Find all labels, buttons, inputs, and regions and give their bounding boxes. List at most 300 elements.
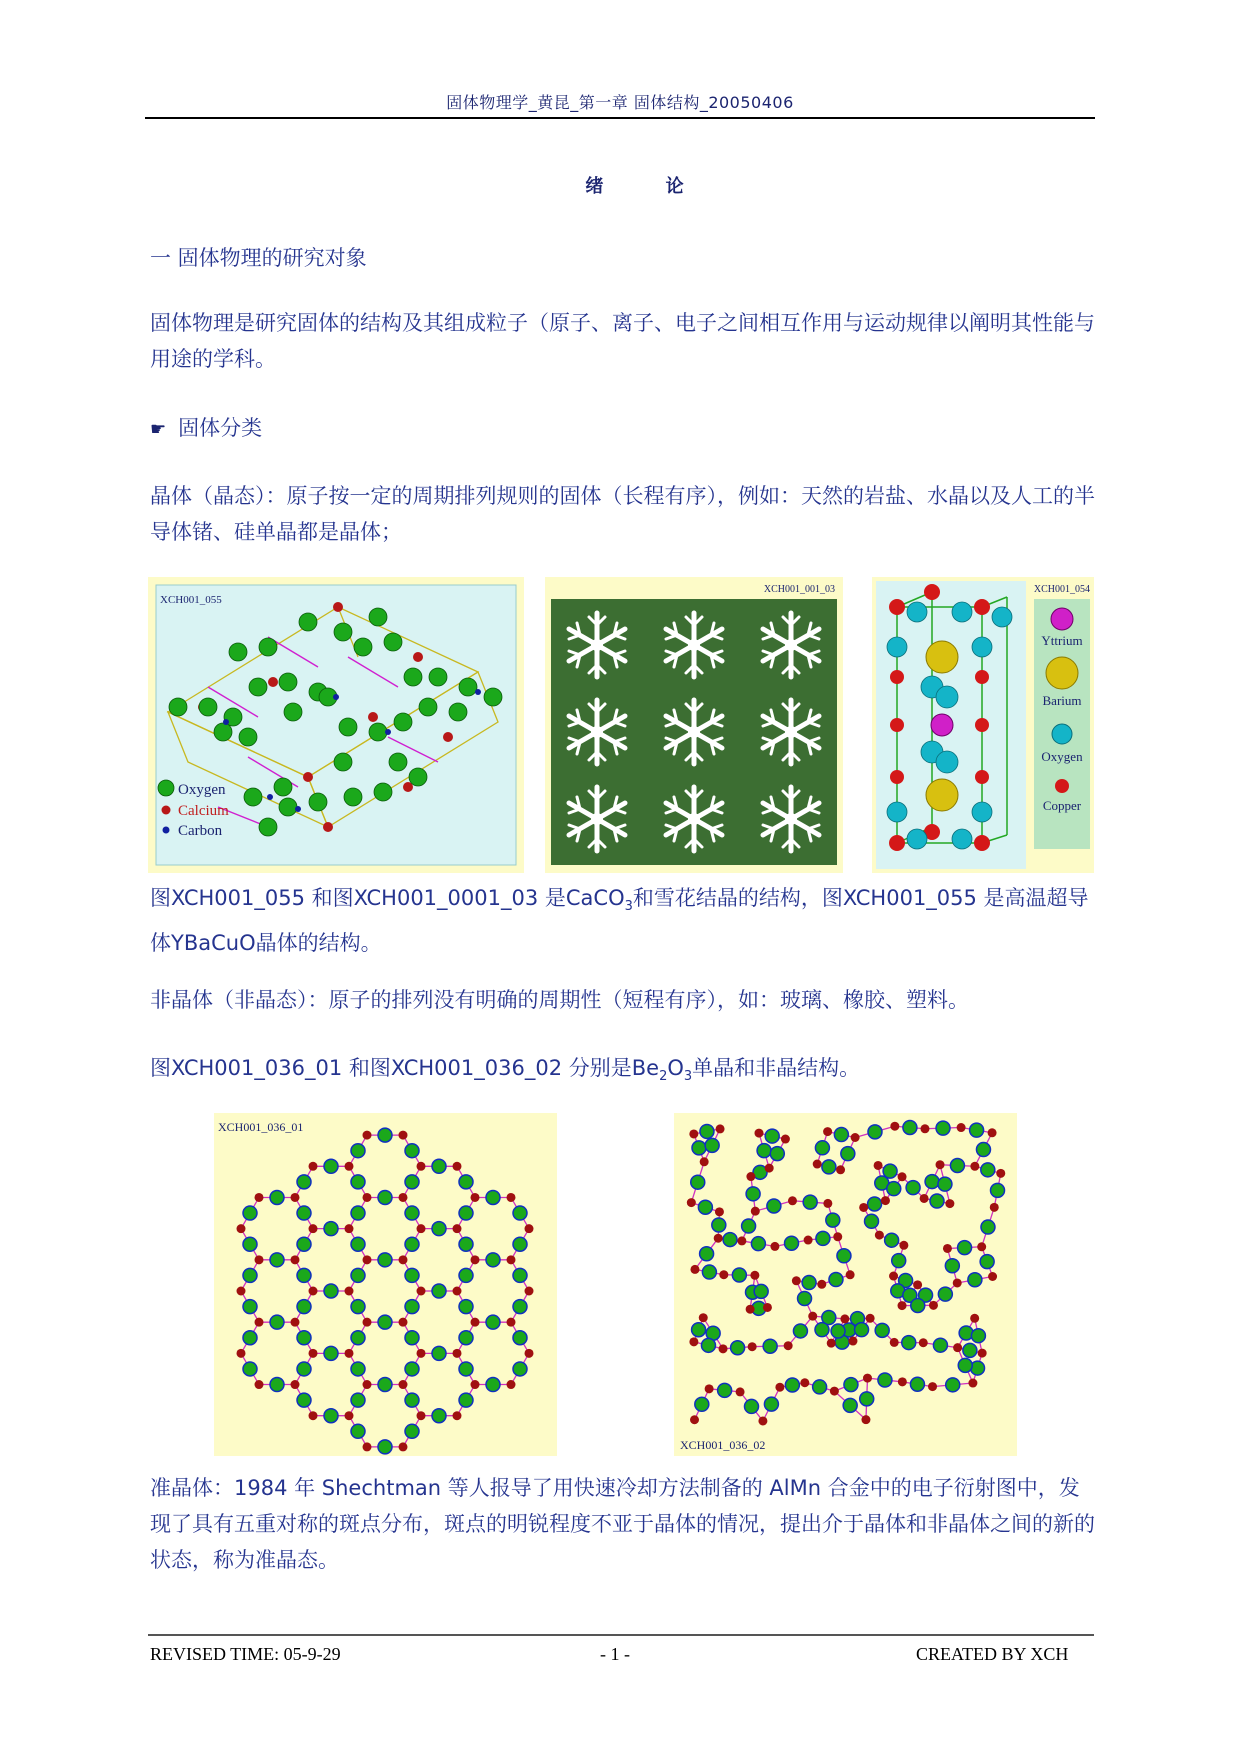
oxygen-atom (243, 1268, 257, 1282)
oxygen-atom (980, 1255, 994, 1269)
boron-atom (453, 1287, 462, 1296)
figure5-label: XCH001_036_02 (680, 1438, 766, 1452)
oxygen-atom (813, 1380, 827, 1394)
oxygen-atom (938, 1177, 952, 1191)
oxygen-atom (770, 1147, 784, 1161)
boron-atom (687, 1198, 696, 1207)
oxygen-atom (958, 1241, 972, 1255)
boron-atom (345, 1411, 354, 1420)
figure4-label: XCH001_036_01 (218, 1120, 304, 1134)
oxygen-atom (991, 1183, 1005, 1197)
oxygen-atom (732, 1268, 746, 1282)
boron-atom (237, 1287, 246, 1296)
boron-atom (770, 1242, 779, 1251)
oxygen-atom (270, 1378, 284, 1392)
oxygen-atom (731, 1341, 745, 1355)
boron-atom (988, 1128, 997, 1137)
oxygen-atom (946, 1378, 960, 1392)
oxygen-atom (700, 1247, 714, 1261)
boron-atom (792, 1276, 801, 1285)
oxygen-atom (405, 1362, 419, 1376)
oxygen-atom (785, 1236, 799, 1250)
oxygen-atom (841, 1147, 855, 1161)
oxygen-atom (765, 1129, 779, 1143)
oxygen-atom (432, 1284, 446, 1298)
boron-atom (758, 1416, 767, 1425)
oxygen-atom (971, 1329, 985, 1343)
oxygen-atom (324, 1346, 338, 1360)
boron-atom (399, 1255, 408, 1264)
legend-carbon: Carbon (178, 823, 223, 839)
boron-atom (345, 1287, 354, 1296)
boron-atom (291, 1193, 300, 1202)
boron-atom (833, 1232, 842, 1241)
boron-atom (399, 1380, 408, 1389)
boron-atom (507, 1255, 516, 1264)
oxygen-atom (405, 1175, 419, 1189)
boron-atom (859, 1203, 868, 1212)
boron-atom (700, 1157, 709, 1166)
boron-atom (866, 1314, 875, 1323)
oxygen-atom (802, 1276, 816, 1290)
oxygen-atom (459, 1268, 473, 1282)
oxygen-atom (855, 1323, 869, 1337)
oxygen-atom (378, 1378, 392, 1392)
oxygen-atom (865, 1214, 879, 1228)
oxygen-atom (432, 1159, 446, 1173)
oxygen-atom (803, 1195, 817, 1209)
boron-atom (453, 1162, 462, 1171)
boron-atom (920, 1124, 929, 1133)
boron-atom (309, 1287, 318, 1296)
oxygen-atom (459, 1206, 473, 1220)
oxygen-atom (868, 1197, 882, 1211)
boron-atom (471, 1255, 480, 1264)
boron-atom (970, 1162, 979, 1171)
boron-atom (417, 1411, 426, 1420)
boron-atom (874, 1161, 883, 1170)
oxygen-atom (351, 1144, 365, 1158)
oxygen-atom (405, 1268, 419, 1282)
boron-atom (968, 1379, 977, 1388)
boron-atom (813, 1160, 822, 1169)
boron-atom (765, 1164, 774, 1173)
boron-atom (525, 1349, 534, 1358)
footer-created-by: CREATED BY XCH (916, 1644, 1069, 1664)
boron-atom (945, 1199, 954, 1208)
boron-atom (913, 1280, 922, 1289)
boron-atom (736, 1387, 745, 1396)
oxygen-atom (798, 1291, 812, 1305)
oxygen-atom (513, 1300, 527, 1314)
boron-atom (399, 1318, 408, 1327)
boron-atom (936, 1160, 945, 1169)
caption-figures-1 (150, 880, 1095, 961)
boron-atom (928, 1382, 937, 1391)
oxygen-atom (324, 1222, 338, 1236)
caption-figures-2 (150, 1050, 1095, 1095)
boron-atom (836, 1165, 845, 1174)
oxygen-atom (405, 1424, 419, 1438)
footer-rule (148, 1634, 1094, 1636)
boron-atom (255, 1380, 264, 1389)
oxygen-atom (981, 1163, 995, 1177)
oxygen-atom (746, 1187, 760, 1201)
oxygen-atom (692, 1141, 706, 1155)
oxygen-atom (459, 1393, 473, 1407)
figure3-label: XCH001_054 (1033, 584, 1090, 595)
oxygen-atom (925, 1175, 939, 1189)
boron-atom (808, 1312, 817, 1321)
boron-atom (471, 1380, 480, 1389)
boron-atom (953, 1343, 962, 1352)
oxygen-atom (243, 1237, 257, 1251)
oxygen-atom (405, 1144, 419, 1158)
boron-atom (943, 1244, 952, 1253)
oxygen-atom (695, 1397, 709, 1411)
oxygen-atom (906, 1181, 920, 1195)
caption1-text-a: 图XCH001_055 和图XCH001_0001_03 是CaCO (150, 886, 625, 910)
boron-atom (804, 1236, 813, 1245)
figure-ybacuo-structure (872, 577, 1094, 873)
oxygen-atom (826, 1213, 840, 1227)
figure1-label: XCH001_055 (160, 594, 222, 606)
boron-atom (890, 1338, 899, 1347)
boron-atom (899, 1241, 908, 1250)
boron-atom (823, 1199, 832, 1208)
oxygen-atom (844, 1378, 858, 1392)
boron-atom (291, 1255, 300, 1264)
oxygen-atom (351, 1268, 365, 1282)
oxygen-atom (958, 1358, 972, 1372)
boron-atom (929, 1301, 938, 1310)
oxygen-atom (405, 1206, 419, 1220)
boron-atom (889, 1272, 898, 1281)
oxygen-atom (351, 1237, 365, 1251)
boron-atom (957, 1123, 966, 1132)
oxygen-atom (297, 1362, 311, 1376)
oxygen-atom (297, 1175, 311, 1189)
oxygen-atom (910, 1377, 924, 1391)
boron-atom (775, 1383, 784, 1392)
oxygen-atom (793, 1324, 807, 1338)
oxygen-atom (405, 1300, 419, 1314)
boron-atom (345, 1349, 354, 1358)
boron-atom (507, 1318, 516, 1327)
caption2-text-b: 单晶和非晶结构。 (692, 1056, 861, 1080)
oxygen-atom (831, 1324, 845, 1338)
boron-atom (237, 1349, 246, 1358)
boron-atom (848, 1337, 857, 1346)
oxygen-atom (297, 1393, 311, 1407)
oxygen-atom (742, 1219, 756, 1233)
oxygen-atom (459, 1331, 473, 1345)
boron-atom (417, 1162, 426, 1171)
oxygen-atom (767, 1199, 781, 1213)
boron-atom (840, 1314, 849, 1323)
oxygen-atom (757, 1144, 771, 1158)
oxygen-atom (950, 1159, 964, 1173)
boron-atom (255, 1255, 264, 1264)
page-header: 固体物理学_黄昆_第一章 固体结构_20050406 (446, 93, 794, 112)
boron-atom (689, 1129, 698, 1138)
legend-yttrium: Yttrium (1041, 633, 1083, 648)
oxygen-atom (351, 1206, 365, 1220)
figure-be2o3-crystal (214, 1113, 557, 1456)
classify-label: 固体分类 (178, 416, 263, 440)
boron-atom (970, 1314, 979, 1323)
oxygen-atom (486, 1378, 500, 1392)
boron-atom (851, 1133, 860, 1142)
caption2-subscript-1: 2 (659, 1069, 668, 1085)
boron-atom (255, 1318, 264, 1327)
boron-atom (453, 1349, 462, 1358)
boron-atom (507, 1193, 516, 1202)
oxygen-atom (718, 1383, 732, 1397)
boron-atom (746, 1305, 755, 1314)
boron-atom (881, 1196, 890, 1205)
oxygen-atom (763, 1339, 777, 1353)
boron-atom (399, 1193, 408, 1202)
boron-atom (714, 1234, 723, 1243)
boron-atom (309, 1411, 318, 1420)
oxygen-atom (698, 1200, 712, 1214)
boron-atom (719, 1344, 728, 1353)
boron-atom (309, 1349, 318, 1358)
boron-atom (255, 1193, 264, 1202)
oxygen-atom (883, 1164, 897, 1178)
oxygen-atom (712, 1218, 726, 1232)
legend-barium: Barium (1042, 693, 1082, 708)
oxygen-atom (486, 1315, 500, 1329)
boron-atom (690, 1415, 699, 1424)
oxygen-atom (270, 1253, 284, 1267)
oxygen-atom (351, 1362, 365, 1376)
boron-atom (309, 1162, 318, 1171)
oxygen-atom (486, 1190, 500, 1204)
classify-line (150, 410, 1095, 448)
oxygen-atom (701, 1338, 715, 1352)
oxygen-atom (936, 1121, 950, 1135)
oxygen-atom (702, 1265, 716, 1279)
boron-atom (363, 1255, 372, 1264)
oxygen-atom (513, 1331, 527, 1345)
oxygen-atom (723, 1233, 737, 1247)
boron-atom (763, 1303, 772, 1312)
oxygen-atom (692, 1323, 706, 1337)
boron-atom (788, 1196, 797, 1205)
boron-atom (800, 1378, 809, 1387)
paragraph-crystal: 晶体（晶态）：原子按一定的周期排列规则的固体（长程有序），例如：天然的岩盐、水晶以及人工的半导体锗、硅单晶都是晶体； (150, 484, 1095, 544)
figure-snowflakes (545, 577, 843, 873)
oxygen-atom (868, 1125, 882, 1139)
oxygen-atom (378, 1315, 392, 1329)
oxygen-atom (945, 1259, 959, 1273)
oxygen-atom (878, 1373, 892, 1387)
figure-be2o3-amorphous (674, 1113, 1017, 1456)
oxygen-atom (892, 1254, 906, 1268)
boron-atom (453, 1411, 462, 1420)
oxygen-atom (938, 1287, 952, 1301)
oxygen-atom (351, 1300, 365, 1314)
boron-atom (919, 1338, 928, 1347)
boron-atom (827, 1339, 836, 1348)
caption2-text-a: 图XCH001_036_01 和图XCH001_036_02 分别是Be (150, 1056, 660, 1080)
boron-atom (750, 1271, 759, 1280)
oxygen-atom (968, 1273, 982, 1287)
boron-atom (781, 1135, 790, 1144)
oxygen-atom (785, 1378, 799, 1392)
boron-atom (399, 1131, 408, 1140)
boron-atom (291, 1318, 300, 1327)
caption1-text-b: 和雪花结晶的结构，图XCH001_055 是高温超导体YBaCuO晶体的结构。 (150, 886, 1089, 956)
boron-atom (830, 1387, 839, 1396)
oxygen-atom (324, 1284, 338, 1298)
oxygen-atom (963, 1343, 977, 1357)
oxygen-atom (513, 1362, 527, 1376)
oxygen-atom (860, 1392, 874, 1406)
boron-atom (748, 1342, 757, 1351)
boron-atom (746, 1172, 755, 1181)
boron-atom (737, 1236, 746, 1245)
oxygen-atom (513, 1237, 527, 1251)
boron-atom (399, 1442, 408, 1451)
boron-atom (705, 1384, 714, 1393)
oxygen-atom (691, 1175, 705, 1189)
oxygen-atom (351, 1424, 365, 1438)
oxygen-atom (930, 1194, 944, 1208)
boron-atom (817, 1280, 826, 1289)
paragraph-amorphous: 非晶体（非晶态）：原子的排列没有明确的周期性（短程有序），如：玻璃、橡胶、塑料。 (150, 988, 969, 1012)
boron-atom (751, 1207, 760, 1216)
legend-oxygen: Oxygen (1041, 749, 1083, 764)
oxygen-atom (297, 1237, 311, 1251)
figure-caco3-structure (148, 577, 524, 873)
oxygen-atom (829, 1273, 843, 1287)
oxygen-atom (887, 1182, 901, 1196)
legend-copper: Copper (1042, 798, 1082, 813)
boron-atom (417, 1349, 426, 1358)
oxygen-atom (324, 1409, 338, 1423)
oxygen-atom (243, 1300, 257, 1314)
oxygen-atom (270, 1190, 284, 1204)
boron-atom (363, 1380, 372, 1389)
oxygen-atom (911, 1298, 925, 1312)
oxygen-atom (815, 1323, 829, 1337)
boron-atom (525, 1224, 534, 1233)
caption2-text-mid: O (667, 1056, 684, 1080)
boron-atom (345, 1162, 354, 1171)
boron-atom (719, 1270, 728, 1279)
boron-atom (363, 1193, 372, 1202)
oxygen-atom (933, 1338, 947, 1352)
oxygen-atom (764, 1397, 778, 1411)
oxygen-atom (459, 1300, 473, 1314)
oxygen-atom (885, 1233, 899, 1247)
boron-atom (890, 1122, 899, 1131)
oxygen-atom (486, 1253, 500, 1267)
header-rule (145, 117, 1095, 119)
boron-atom (988, 1272, 997, 1281)
boron-atom (863, 1374, 872, 1383)
oxygen-atom (297, 1300, 311, 1314)
oxygen-atom (981, 1220, 995, 1234)
boron-atom (690, 1265, 699, 1274)
boron-atom (977, 1242, 986, 1251)
section-heading: 一 固体物理的研究对象 (150, 246, 367, 270)
oxygen-atom (903, 1120, 917, 1134)
boron-atom (453, 1224, 462, 1233)
boron-atom (996, 1169, 1005, 1178)
boron-atom (754, 1129, 763, 1138)
oxygen-atom (243, 1362, 257, 1376)
oxygen-atom (378, 1190, 392, 1204)
oxygen-atom (297, 1268, 311, 1282)
legend-calcium: Calcium (178, 803, 229, 819)
oxygen-atom (459, 1362, 473, 1376)
boron-atom (525, 1287, 534, 1296)
boron-atom (363, 1318, 372, 1327)
boron-atom (309, 1224, 318, 1233)
oxygen-atom (459, 1237, 473, 1251)
boron-atom (823, 1127, 832, 1136)
oxygen-atom (432, 1409, 446, 1423)
oxygen-atom (822, 1160, 836, 1174)
oxygen-atom (378, 1253, 392, 1267)
boron-atom (417, 1287, 426, 1296)
boron-atom (898, 1377, 907, 1386)
oxygen-atom (513, 1206, 527, 1220)
oxygen-atom (513, 1268, 527, 1282)
oxygen-atom (459, 1175, 473, 1189)
footer-revised-time: REVISED TIME: 05-9-29 (150, 1644, 341, 1664)
caption1-subscript: 3 (624, 899, 633, 915)
oxygen-atom (351, 1175, 365, 1189)
oxygen-atom (405, 1393, 419, 1407)
boron-atom (846, 1270, 855, 1279)
pointing-hand-icon: ☛ (150, 419, 167, 440)
boron-atom (953, 1278, 962, 1287)
paragraph-quasicrystal: 准晶体：1984 年 Shechtman 等人报导了用快速冷却方法制备的 AlMn 合金中的电子衍射图中，发现了具有五重对称的斑点分布，斑点的明锐程度不亚于晶体的情况，提出介于晶体和非晶体之间的新的状态，称为准晶态。 (150, 1476, 1095, 1572)
legend-oxygen: Oxygen (178, 782, 226, 798)
boron-atom (291, 1380, 300, 1389)
oxygen-atom (834, 1128, 848, 1142)
oxygen-atom (297, 1331, 311, 1345)
footer-page-number: - 1 - (600, 1644, 630, 1664)
oxygen-atom (351, 1331, 365, 1345)
oxygen-atom (351, 1393, 365, 1407)
oxygen-atom (405, 1237, 419, 1251)
oxygen-atom (432, 1222, 446, 1236)
oxygen-atom (324, 1159, 338, 1173)
oxygen-atom (405, 1331, 419, 1345)
boron-atom (978, 1349, 987, 1358)
oxygen-atom (270, 1315, 284, 1329)
boron-atom (237, 1224, 246, 1233)
oxygen-atom (815, 1141, 829, 1155)
boron-atom (471, 1193, 480, 1202)
boron-atom (689, 1337, 698, 1346)
oxygen-atom (970, 1123, 984, 1137)
boron-atom (898, 1172, 907, 1181)
oxygen-atom (754, 1284, 768, 1298)
oxygen-atom (751, 1237, 765, 1251)
boron-atom (417, 1224, 426, 1233)
oxygen-atom (243, 1206, 257, 1220)
boron-atom (784, 1341, 793, 1350)
oxygen-atom (243, 1331, 257, 1345)
boron-atom (920, 1194, 929, 1203)
